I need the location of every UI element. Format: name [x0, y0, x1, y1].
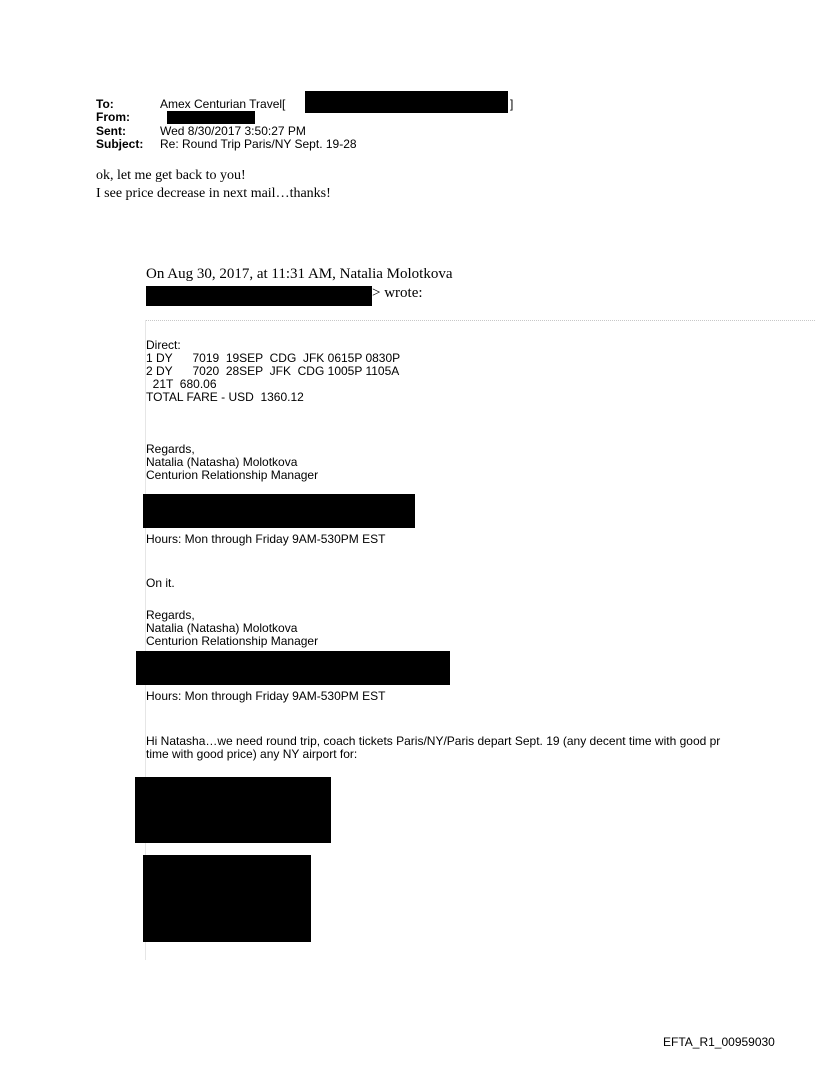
itinerary-line-3: 21T 680.06 [146, 377, 217, 391]
itinerary-heading: Direct: [146, 338, 181, 352]
signature1-name: Natalia (Natasha) Molotkova [146, 455, 298, 469]
quote-divider [145, 320, 816, 321]
signature2-regards: Regards, [146, 608, 195, 622]
to-value: Amex Centurian Travel[ [160, 97, 286, 111]
redaction-to-address [305, 91, 508, 113]
quote-intro-line-1: On Aug 30, 2017, at 11:31 AM, Natalia Molotkova [146, 266, 453, 282]
itinerary-line-1: 1 DY 7019 19SEP CDG JFK 0615P 0830P [146, 351, 401, 365]
to-label: To: [96, 97, 114, 111]
redaction-from [167, 111, 255, 124]
signature2-title: Centurion Relationship Manager [146, 634, 319, 648]
request-line-2: time with good price) any NY airport for: [146, 747, 358, 761]
signature2-name: Natalia (Natasha) Molotkova [146, 621, 298, 635]
subject-label: Subject: [96, 137, 144, 151]
signature1-regards: Regards, [146, 442, 195, 456]
to-close-bracket: ] [510, 97, 514, 111]
bates-number: EFTA_R1_00959030 [663, 1035, 775, 1049]
signature2-hours: Hours: Mon through Friday 9AM-530PM EST [146, 689, 386, 703]
reply-line-2: I see price decrease in next mail…thanks! [96, 186, 331, 201]
signature1-hours: Hours: Mon through Friday 9AM-530PM EST [146, 532, 386, 546]
quote-intro-line-2: > wrote: [372, 285, 423, 301]
sent-value: Wed 8/30/2017 3:50:27 PM [160, 124, 306, 138]
request-line-1: Hi Natasha…we need round trip, coach tickets Paris/NY/Paris depart Sept. 19 (any decent time with good pr [146, 735, 721, 748]
redaction-sender-email [146, 286, 372, 306]
redaction-signature2-contact [136, 651, 450, 685]
redaction-passenger-2 [143, 855, 311, 942]
itinerary-line-2: 2 DY 7020 28SEP JFK CDG 1005P 1105A [146, 364, 400, 378]
from-label: From: [96, 110, 130, 124]
sent-label: Sent: [96, 124, 126, 138]
signature1-title: Centurion Relationship Manager [146, 468, 319, 482]
redaction-passenger-1 [135, 777, 331, 843]
redaction-signature1-contact [143, 494, 415, 528]
itinerary-total-fare: TOTAL FARE - USD 1360.12 [146, 390, 304, 404]
reply-line-1: ok, let me get back to you! [96, 168, 246, 183]
on-it-message: On it. [146, 576, 175, 590]
subject-value: Re: Round Trip Paris/NY Sept. 19-28 [160, 137, 357, 151]
